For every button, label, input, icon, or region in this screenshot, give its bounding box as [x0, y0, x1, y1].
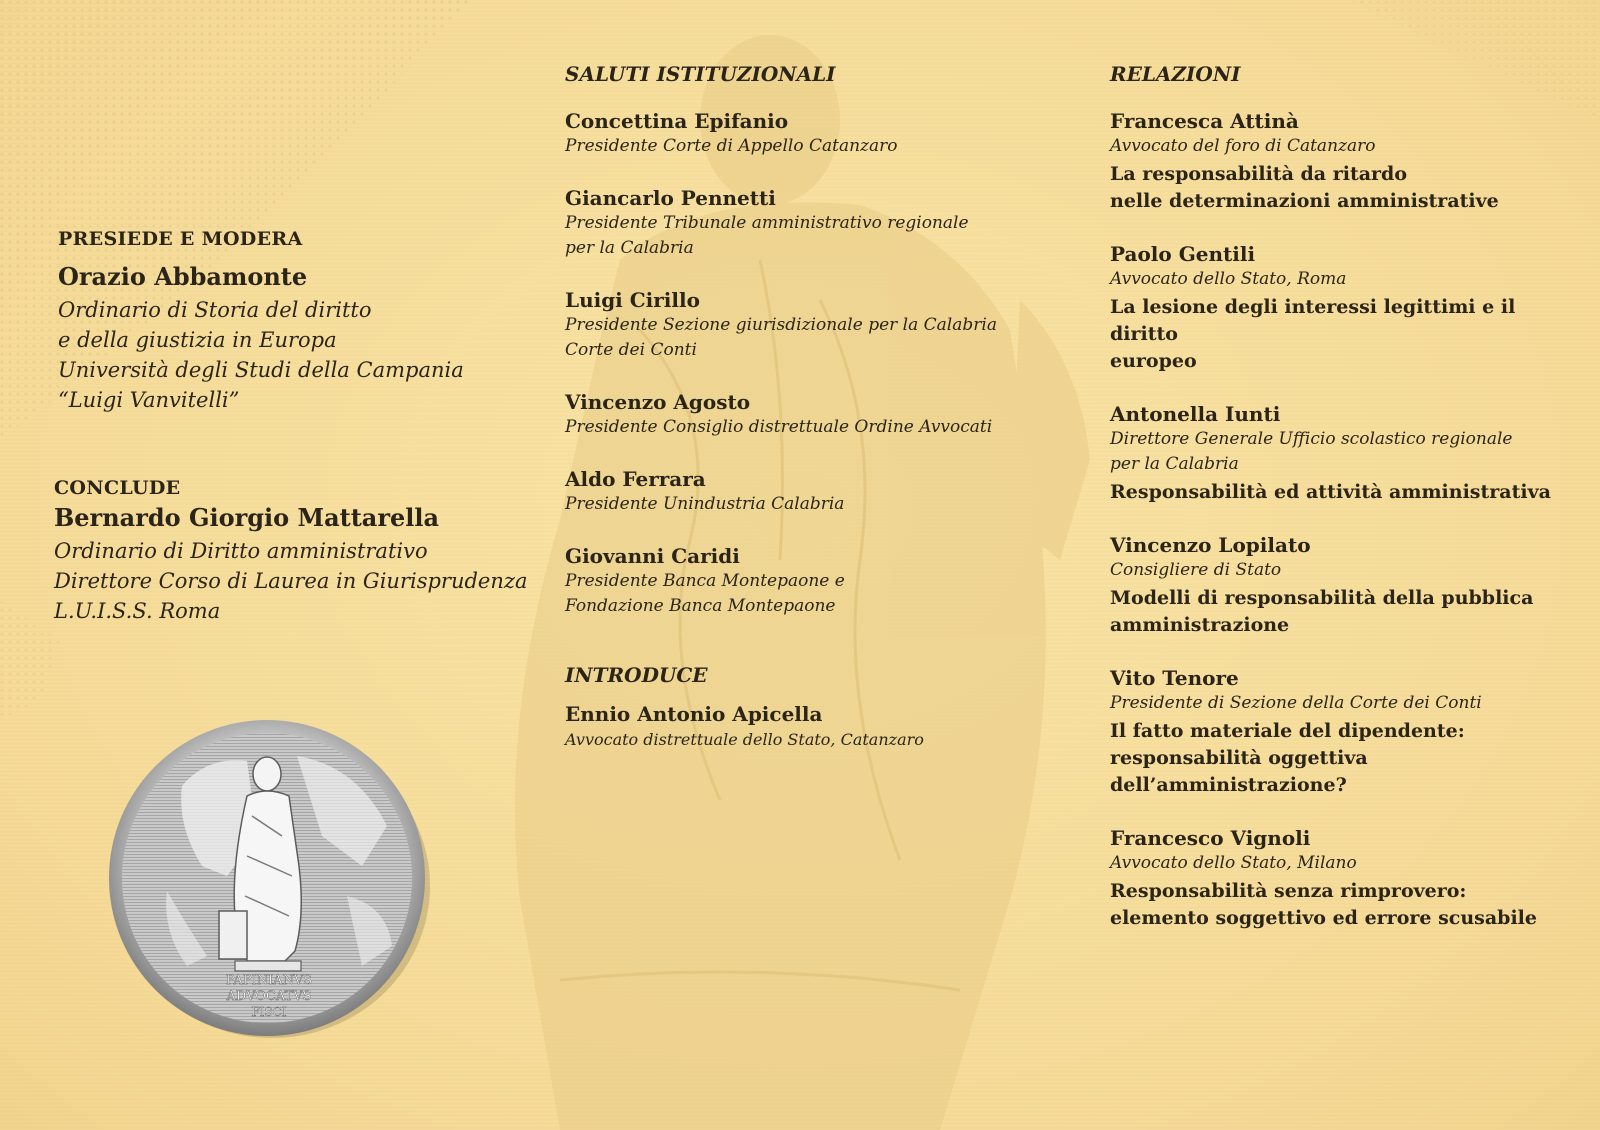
saluti-entry	[565, 185, 1035, 261]
conclude-heading: CONCLUDE	[54, 477, 181, 499]
speaker-role: per la Calabria	[1110, 454, 1239, 474]
conclude-role-line: Direttore Corso di Laurea in Giurisprudenza	[54, 569, 528, 593]
presiede-role-line: e della giustizia in Europa	[58, 328, 337, 352]
speaker-name: Giovanni Caridi	[565, 544, 740, 568]
talk-title: Modelli di responsabilità della pubblica	[1110, 587, 1534, 609]
speaker-role: Fondazione Banca Montepaone	[565, 596, 836, 616]
talk-title: responsabilità oggettiva dell’amministrazione?	[1110, 747, 1368, 796]
relazione-entry	[1110, 401, 1580, 506]
conclude-name: Bernardo Giorgio Mattarella	[54, 503, 440, 532]
commemorative-medal	[107, 716, 432, 1041]
speaker-role: Presidente Consiglio distrettuale Ordine Avvocati	[565, 417, 993, 437]
middle-column	[565, 62, 1035, 752]
talk-title: Responsabilità senza rimprovero:	[1110, 880, 1467, 902]
talk-title: La lesione degli interessi legittimi e il diritto	[1110, 296, 1516, 345]
medal-inscription-line: ADVOCATVS	[226, 989, 312, 1004]
talk-title: Responsabilità ed attività amministrativa	[1110, 481, 1551, 503]
speaker-role: Presidente Sezione giurisdizionale per la Calabria	[565, 315, 997, 335]
speaker-role: Avvocato dello Stato, Milano	[1110, 853, 1357, 873]
presiede-role-line: “Luigi Vanvitelli”	[58, 388, 240, 412]
speaker-role: per la Calabria	[565, 238, 694, 258]
speaker-name: Concettina Epifanio	[565, 109, 789, 133]
relazione-entry	[1110, 241, 1580, 375]
relazioni-heading: RELAZIONI	[1110, 62, 1241, 86]
speaker-role: Avvocato dello Stato, Roma	[1110, 269, 1347, 289]
presiede-role-line: Ordinario di Storia del diritto	[58, 298, 372, 322]
speaker-name: Vincenzo Lopilato	[1110, 533, 1311, 557]
speaker-name: Giancarlo Pennetti	[565, 186, 776, 210]
relazione-entry	[1110, 825, 1580, 932]
saluti-entry	[565, 543, 1035, 619]
speaker-role: Presidente Unindustria Calabria	[565, 494, 845, 514]
speaker-name: Luigi Cirillo	[565, 288, 700, 312]
talk-title: Il fatto materiale del dipendente:	[1110, 720, 1465, 742]
medal-inscription-line: PAPINIANVS	[225, 973, 313, 988]
left-column	[54, 228, 528, 626]
conclude-role-line: Ordinario di Diritto amministrativo	[54, 539, 428, 563]
relazione-entry	[1110, 665, 1580, 799]
speaker-role: Presidente Tribunale amministrativo regionale	[565, 213, 969, 233]
talk-title: elemento soggettivo ed errore scusabile	[1110, 907, 1537, 929]
speaker-name: Antonella Iunti	[1110, 402, 1281, 426]
medal-inscription-line: FISCI	[251, 1005, 287, 1019]
speaker-name: Paolo Gentili	[1110, 242, 1256, 266]
right-column	[1110, 62, 1580, 932]
speaker-role: Presidente Banca Montepaone e	[565, 571, 845, 591]
speaker-name: Aldo Ferrara	[565, 467, 706, 491]
introduce-heading: INTRODUCE	[565, 663, 708, 687]
speaker-role: Avvocato del foro di Catanzaro	[1110, 136, 1376, 156]
speaker-role: Direttore Generale Ufficio scolastico regionale	[1110, 429, 1513, 449]
introduce-role: Avvocato distrettuale dello Stato, Catanzaro	[565, 730, 924, 749]
conclude-block	[54, 477, 528, 626]
talk-title: nelle determinazioni amministrative	[1110, 190, 1499, 212]
speaker-name: Francesca Attinà	[1110, 109, 1299, 133]
speaker-name: Vito Tenore	[1110, 666, 1239, 690]
speaker-role: Corte dei Conti	[565, 340, 697, 360]
relazione-entry	[1110, 532, 1580, 639]
saluti-entry	[565, 466, 1035, 517]
speaker-role: Presidente di Sezione della Corte dei Conti	[1110, 693, 1482, 713]
presiede-heading: PRESIEDE E MODERA	[58, 228, 303, 250]
speaker-role: Presidente Corte di Appello Catanzaro	[565, 136, 898, 156]
introduce-block	[565, 663, 1035, 752]
talk-title: amministrazione	[1110, 614, 1290, 636]
talk-title: europeo	[1110, 350, 1197, 372]
saluti-heading: SALUTI ISTITUZIONALI	[565, 62, 836, 86]
speaker-name: Francesco Vignoli	[1110, 826, 1311, 850]
relazione-entry	[1110, 108, 1580, 215]
saluti-entry	[565, 389, 1035, 440]
conclude-role-line: L.U.I.S.S. Roma	[54, 599, 221, 623]
talk-title: La responsabilità da ritardo	[1110, 163, 1407, 185]
speaker-role: Consigliere di Stato	[1110, 560, 1282, 580]
saluti-entry	[565, 108, 1035, 159]
presiede-role-line: Università degli Studi della Campania	[58, 358, 464, 382]
introduce-name: Ennio Antonio Apicella	[565, 702, 823, 726]
saluti-entry	[565, 287, 1035, 363]
speaker-name: Vincenzo Agosto	[565, 390, 751, 414]
presiede-name: Orazio Abbamonte	[58, 262, 308, 291]
